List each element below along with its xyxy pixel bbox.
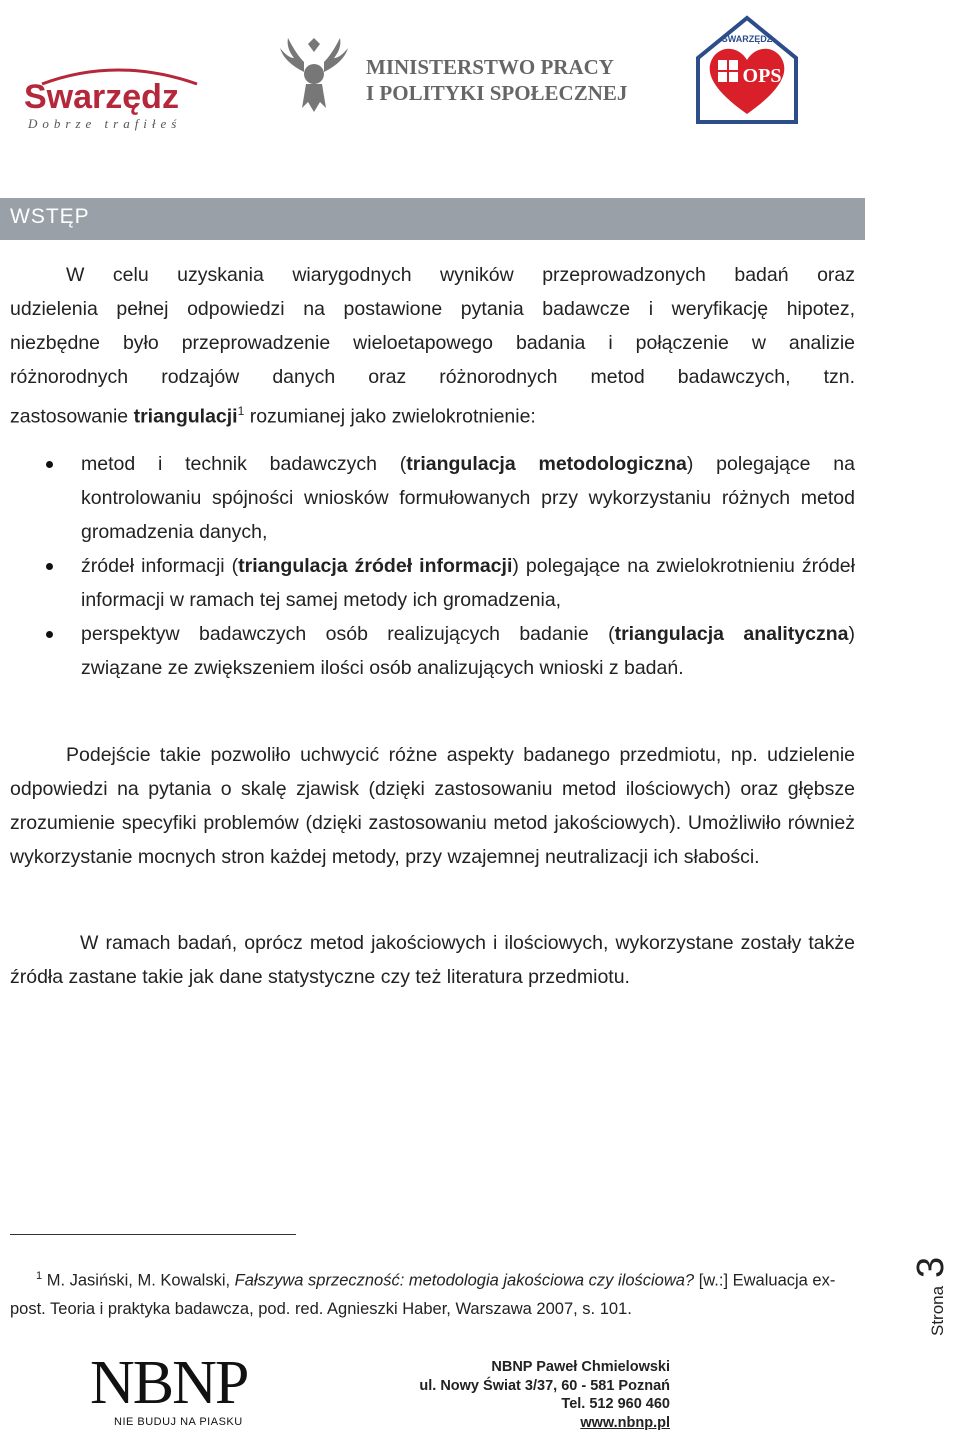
list-item (10, 617, 855, 685)
page-number: 3 (910, 1256, 952, 1278)
footnote-rest: [w.:] Ewaluacja ex-post. Teoria i praktyka badawcza, pod. red. Agnieszki Haber, Warszawa 2007, s. 101. (10, 1271, 836, 1318)
page-number-marker (905, 1248, 965, 1338)
footnote-authors: M. Jasiński, M. Kowalski, (42, 1271, 235, 1290)
swarzedz-logo-tagline: Dobrze trafiłeś (28, 116, 182, 131)
footnote-number: 1 (36, 1270, 43, 1282)
ops-logo-top-text: SWARZĘDZ (721, 34, 773, 44)
bullet-term: triangulacja źródeł informacji (238, 555, 513, 577)
intro-line: niezbędne było przeprowadzenie wieloetapowego badania i połączenie w analizie (10, 332, 855, 354)
footnote-divider (10, 1234, 296, 1235)
nbnp-logo-text: NBNP (90, 1349, 248, 1417)
intro-line: W celu uzyskania wiarygodnych wyników przeprowadzonych badań oraz (66, 264, 855, 286)
bullet-text: źródeł informacji ( (81, 555, 239, 577)
footer-company: NBNP Paweł Chmielowski (491, 1359, 670, 1375)
list-item (10, 549, 855, 617)
bullet-text: ) polegające na kontrolowaniu spójności wniosków formułowanych przy wykorzystaniu różnych metod gromadzenia danych, (81, 453, 855, 543)
bullet-icon (46, 461, 53, 468)
nbnp-logo-tagline: NIE BUDUJ NA PIASKU (114, 1416, 243, 1428)
bullet-text: ) związane ze zwiększeniem ilości osób analizujących wnioski z badań. (81, 623, 856, 679)
ministry-line1: MINISTERSTWO PRACY (366, 55, 614, 79)
ministry-logo (278, 32, 628, 122)
bullet-text: metod i technik badawczych ( (81, 453, 407, 475)
intro-text: zastosowanie (10, 405, 134, 428)
swarzedz-logo (22, 62, 212, 132)
list-item (10, 447, 855, 549)
footer-street: ul. Nowy Świat 3/37, 60 - 581 Poznań (419, 1377, 670, 1394)
paragraph-sources: W ramach badań, oprócz metod jakościowych i ilościowych, wykorzystane zostały także źródła zastane takie jak dane statystyczne czy też literatura przedmiotu. (10, 932, 855, 988)
section-header-bar (0, 198, 865, 240)
bullet-term: triangulacja metodologiczna (406, 453, 687, 475)
footer-phone: Tel. 512 960 460 (561, 1396, 670, 1412)
nbnp-logo (88, 1345, 273, 1430)
bullet-text: ) polegające na zwielokrotnieniu źródeł informacji w ramach tej samej metody ich gromadzenia, (81, 555, 855, 611)
ops-logo-text: OPS (742, 65, 782, 87)
intro-line: różnorodnych rodzajów danych oraz różnorodnych metod badawczych, tzn. (10, 366, 855, 388)
footer-website-link[interactable]: www.nbnp.pl (580, 1414, 670, 1431)
triangulation-term: triangulacji (133, 405, 238, 428)
bullet-text: perspektyw badawczych osób realizujących badanie ( (81, 623, 615, 645)
footnote-ref[interactable]: 1 (237, 404, 245, 418)
ops-logo (690, 10, 805, 128)
bullet-list (10, 447, 855, 685)
bullet-icon (46, 563, 53, 570)
intro-line-last (10, 394, 855, 434)
bullet-icon (46, 631, 53, 638)
footnote (10, 1262, 870, 1323)
footnote-title: Fałszywa sprzeczność: metodologia jakościowa czy ilościowa? (234, 1271, 695, 1290)
ministry-line2: I POLITYKI SPOŁECZNEJ (366, 81, 628, 105)
intro-paragraph (10, 258, 855, 434)
intro-text: rozumianej jako zwielokrotnienie: (244, 405, 536, 428)
eagle-emblem-icon (280, 38, 348, 112)
paragraph-approach: Podejście takie pozwoliło uchwycić różne aspekty badanego przedmiotu, np. udzielenie odpowiedzi na pytania o skalę zjawisk (dzięki zastosowaniu metod ilościowych) oraz głębsze zrozumienie specyfiki problemów (dzięki zastosowaniu metod jakościowych). Umożliwiło również wykorzystanie mocnych stron każdej metody, przy wzajemnej neutralizacji ich słabości. (10, 744, 855, 868)
swarzedz-logo-name: Swarzędz (24, 78, 179, 116)
bullet-term: triangulacja analityczna (614, 623, 849, 645)
footer-address (380, 1358, 670, 1432)
page-label: Strona (928, 1285, 947, 1336)
section-title: WSTĘP (10, 205, 90, 228)
intro-line: udzielenia pełnej odpowiedzi na postawione pytania badawcze i weryfikację hipotez, (10, 298, 855, 320)
